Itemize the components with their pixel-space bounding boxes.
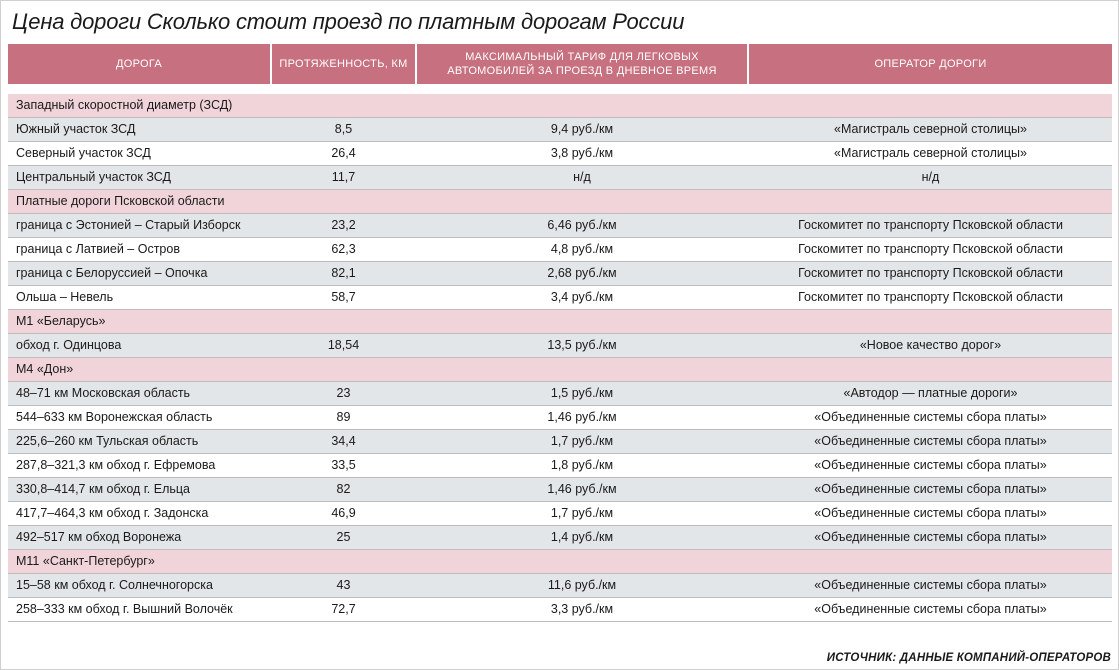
table-row: [8, 334, 1112, 358]
cell-road: 287,8–321,3 км обход г. Ефремова: [16, 458, 216, 472]
cell-length: 33,5: [331, 458, 356, 472]
cell-road: 544–633 км Воронежская область: [16, 410, 213, 424]
cell-operator: «Объединенные системы сбора платы»: [814, 434, 1047, 448]
table-row: [8, 454, 1112, 478]
cell-operator: Госкомитет по транспорту Псковской области: [798, 242, 1063, 256]
section-title: Платные дороги Псковской области: [16, 194, 225, 208]
cell-road: 417,7–464,3 км обход г. Задонска: [16, 506, 209, 520]
cell-operator: «Автодор — платные дороги»: [843, 386, 1018, 400]
cell-operator: «Объединенные системы сбора платы»: [814, 458, 1047, 472]
table-row: [8, 478, 1112, 502]
cell-length: 11,7: [331, 170, 356, 184]
cell-operator: Госкомитет по транспорту Псковской области: [798, 290, 1063, 304]
section-title: М1 «Беларусь»: [16, 314, 106, 328]
cell-length: 25: [336, 530, 351, 544]
cell-length: 89: [336, 410, 351, 424]
section-row: [8, 94, 1112, 118]
cell-operator: Госкомитет по транспорту Псковской области: [798, 218, 1063, 232]
cell-length: 82: [336, 482, 351, 496]
table-row: [8, 214, 1112, 238]
cell-road: обход г. Одинцова: [16, 338, 122, 352]
cell-length: 23,2: [331, 218, 356, 232]
cell-length: 26,4: [331, 146, 356, 160]
cell-road: 330,8–414,7 км обход г. Ельца: [16, 482, 191, 496]
table-row: [8, 526, 1112, 550]
cell-tariff: 2,68 руб./км: [547, 266, 617, 280]
cell-road: граница с Белоруссией – Опочка: [16, 266, 208, 280]
cell-tariff: 1,46 руб./км: [547, 410, 617, 424]
table-header: [8, 44, 1112, 84]
cell-operator: н/д: [921, 170, 940, 184]
cell-tariff: 1,5 руб./км: [550, 386, 614, 400]
cell-tariff: 1,46 руб./км: [547, 482, 617, 496]
cell-tariff: 3,4 руб./км: [550, 290, 614, 304]
table-row: [8, 118, 1112, 142]
cell-road: Южный участок ЗСД: [16, 122, 136, 136]
source-note: ИСТОЧНИК: ДАННЫЕ КОМПАНИЙ-ОПЕРАТОРОВ: [826, 652, 1111, 664]
cell-length: 23: [336, 386, 351, 400]
cell-tariff: 1,7 руб./км: [550, 506, 614, 520]
cell-tariff: 13,5 руб./км: [547, 338, 617, 352]
column-header-operator: ОПЕРАТОР ДОРОГИ: [749, 44, 1112, 84]
page-title: Цена дороги Сколько стоит проезд по платным дорогам России: [12, 9, 685, 34]
cell-tariff: н/д: [573, 170, 591, 184]
section-title: М11 «Санкт-Петербург»: [16, 554, 155, 568]
cell-operator: «Объединенные системы сбора платы»: [814, 602, 1047, 616]
cell-tariff: 4,8 руб./км: [550, 242, 614, 256]
cell-tariff: 11,6 руб./км: [547, 578, 617, 592]
table-row: [8, 142, 1112, 166]
cell-operator: Госкомитет по транспорту Псковской области: [798, 266, 1063, 280]
section-row: [8, 310, 1112, 334]
cell-road: граница с Эстонией – Старый Изборск: [16, 218, 241, 232]
table-row: [8, 382, 1112, 406]
cell-road: 48–71 км Московская область: [16, 386, 191, 400]
cell-road: 492–517 км обход Воронежа: [16, 530, 182, 544]
cell-operator: «Объединенные системы сбора платы»: [814, 506, 1047, 520]
cell-road: Северный участок ЗСД: [16, 146, 151, 160]
table-row: [8, 238, 1112, 262]
cell-tariff: 9,4 руб./км: [550, 122, 614, 136]
table-row: [8, 286, 1112, 310]
cell-road: 225,6–260 км Тульская область: [16, 434, 199, 448]
cell-operator: «Объединенные системы сбора платы»: [814, 482, 1047, 496]
column-header-tariff: МАКСИМАЛЬНЫЙ ТАРИФ ДЛЯ ЛЕГКОВЫХ АВТОМОБИЛЕЙ ЗА ПРОЕЗД В ДНЕВНОЕ ВРЕМЯ: [417, 44, 747, 84]
section-row: [8, 358, 1112, 382]
cell-length: 72,7: [331, 602, 356, 616]
section-title: М4 «Дон»: [16, 362, 74, 376]
cell-tariff: 1,8 руб./км: [550, 458, 614, 472]
table-row: [8, 430, 1112, 454]
toll-roads-table: [8, 94, 1112, 644]
cell-length: 58,7: [331, 290, 356, 304]
column-header-length: ПРОТЯЖЕННОСТЬ, КМ: [272, 44, 415, 84]
cell-operator: «Новое качество дорог»: [859, 338, 1002, 352]
cell-length: 18,54: [327, 338, 360, 352]
cell-tariff: 1,4 руб./км: [550, 530, 614, 544]
section-title: Западный скоростной диаметр (ЗСД): [16, 98, 233, 112]
cell-operator: «Объединенные системы сбора платы»: [814, 578, 1047, 592]
cell-length: 62,3: [331, 242, 356, 256]
column-header-road: ДОРОГА: [8, 44, 270, 84]
cell-length: 8,5: [334, 122, 353, 136]
cell-tariff: 3,3 руб./км: [550, 602, 614, 616]
cell-operator: «Объединенные системы сбора платы»: [814, 530, 1047, 544]
cell-tariff: 3,8 руб./км: [550, 146, 614, 160]
cell-length: 82,1: [331, 266, 356, 280]
table-row: [8, 262, 1112, 286]
cell-operator: «Объединенные системы сбора платы»: [814, 410, 1047, 424]
table-row: [8, 166, 1112, 190]
cell-road: граница с Латвией – Остров: [16, 242, 180, 256]
cell-length: 34,4: [331, 434, 356, 448]
cell-tariff: 1,7 руб./км: [550, 434, 614, 448]
cell-length: 43: [336, 578, 351, 592]
table-row: [8, 598, 1112, 622]
table-row: [8, 406, 1112, 430]
cell-tariff: 6,46 руб./км: [547, 218, 617, 232]
cell-operator: «Магистраль северной столицы»: [834, 122, 1027, 136]
section-row: [8, 190, 1112, 214]
cell-road: 258–333 км обход г. Вышний Волочёк: [16, 602, 233, 616]
section-row: [8, 550, 1112, 574]
cell-road: Ольша – Невель: [16, 290, 114, 304]
cell-road: Центральный участок ЗСД: [16, 170, 171, 184]
cell-operator: «Магистраль северной столицы»: [834, 146, 1027, 160]
cell-length: 46,9: [331, 506, 356, 520]
table-row: [8, 574, 1112, 598]
cell-road: 15–58 км обход г. Солнечногорска: [16, 578, 213, 592]
table-row: [8, 502, 1112, 526]
